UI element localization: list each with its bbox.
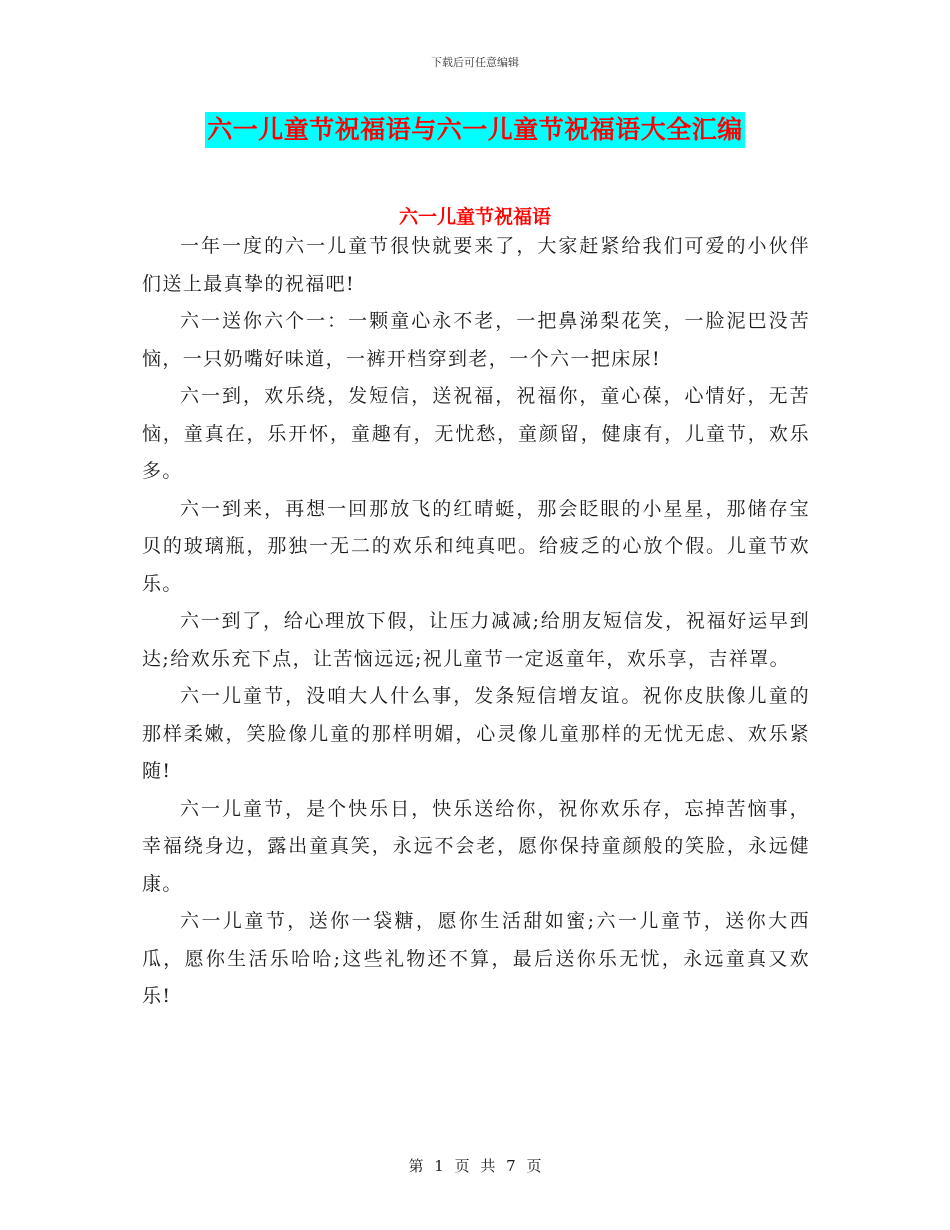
paragraph: 六一儿童节，是个快乐日，快乐送给你，祝你欢乐存，忘掉苦恼事，幸福绕身边，露出童真笑，永远不会老，愿你保持童颜般的笑脸，永远健康。 (142, 797, 810, 895)
main-title: 六一儿童节祝福语与六一儿童节祝福语大全汇编 (205, 112, 745, 148)
main-title-container (0, 112, 950, 148)
document-body (142, 228, 810, 1016)
paragraph: 六一送你六个一：一颗童心永不老，一把鼻涕梨花笑，一脸泥巴没苦恼，一只奶嘴好味道，一裤开档穿到老，一个六一把床尿! (142, 310, 810, 370)
paragraph: 六一到，欢乐绕，发短信，送祝福，祝福你，童心葆，心情好，无苦恼，童真在，乐开怀，童趣有，无忧愁，童颜留，健康有，儿童节，欢乐多。 (142, 385, 810, 482)
section-title: 六一儿童节祝福语 (398, 206, 551, 228)
paragraph: 六一到来，再想一回那放飞的红晴蜓，那会眨眼的小星星，那储存宝贝的玻璃瓶，那独一无二的欢乐和纯真吧。给疲乏的心放个假。儿童节欢乐。 (142, 497, 810, 595)
paragraph: 六一到了，给心理放下假，让压力减减;给朋友短信发，祝福好运早到达;给欢乐充下点，让苦恼远远;祝儿童节一定返童年，欢乐享，吉祥罩。 (142, 610, 810, 670)
page-number-footer: 第 1 页 共 7 页 (408, 1157, 542, 1175)
header-note: 下载后可任意编辑 (431, 56, 519, 69)
paragraph: 一年一度的六一儿童节很快就要来了，大家赶紧给我们可爱的小伙伴们送上最真挚的祝福吧! (142, 235, 810, 295)
paragraph: 六一儿童节，送你一袋糖，愿你生活甜如蜜;六一儿童节，送你大西瓜，愿你生活乐哈哈;这些礼物还不算，最后送你乐无忧，永远童真又欢乐! (142, 910, 810, 1007)
paragraph: 六一儿童节，没咱大人什么事，发条短信增友谊。祝你皮肤像儿童的那样柔嫩，笑脸像儿童的那样明媚，心灵像儿童那样的无忧无虑、欢乐紧随! (142, 685, 810, 782)
